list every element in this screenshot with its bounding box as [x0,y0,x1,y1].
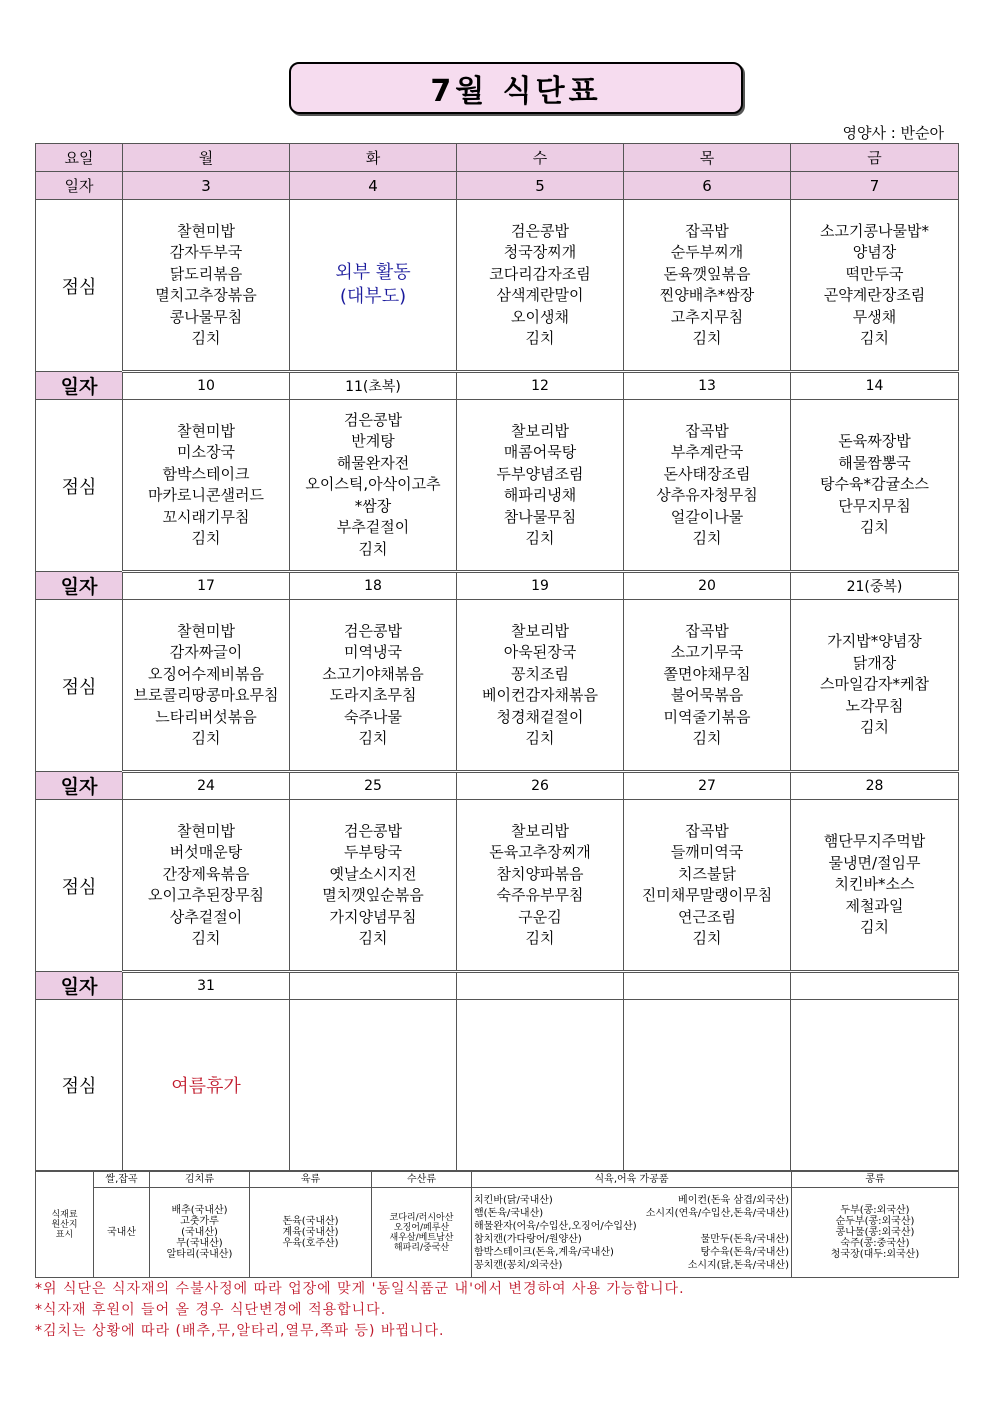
date-cell: 3 [123,172,290,200]
menu-item: 검은콩밥 [511,221,569,240]
note-line: *식자재 후원이 들어 올 경우 식단변경에 적용합니다. [35,1302,387,1318]
date-cell: 5 [457,172,624,200]
menu-item: 오이고추된장무침 [148,886,264,904]
menu-item: 김치 [692,529,722,547]
day-header: 화 [290,144,457,172]
menu-item: 얼갈이나물 [670,507,744,526]
date-cell [290,972,457,1000]
date-cell: 12 [457,372,624,400]
meal-cell [290,400,457,572]
menu-item: 참나물무침 [503,507,577,526]
origin-kimchi: 배추(국내산) 고춧가루 (국내산) 무(국내산) 알타리(국내산) [150,1188,250,1278]
day-header: 금 [791,144,959,172]
date-row-label: 일자 [36,772,123,800]
notes [35,1279,685,1342]
meal-label: 점심 [36,600,123,772]
date-cell [791,972,959,1000]
menu-item: 구운김 [518,907,562,926]
note-line: *위 식단은 식자재의 수불사정에 따라 업장에 맞게 '동일식품군 내'에서 변경하여 사용 가능합니다. [35,1281,685,1297]
origin-header-rice: 쌀,잡곡 [94,1172,150,1188]
menu-item: 연근조림 [678,907,736,926]
menu-table [35,143,959,1171]
date-cell: 4 [290,172,457,200]
menu-item: 콩나물무침 [169,307,243,326]
meal-cell [624,200,791,372]
menu-item: 김치 [860,518,889,537]
menu-item: 아욱된장국 [503,643,577,661]
date-cell: 17 [123,572,290,600]
title-box [289,62,743,114]
meal-cell [123,600,290,772]
menu-item: *쌈장 [354,496,392,515]
menu-item: 김치 [358,929,388,947]
menu-item: 가지밥*양념장 [827,632,922,651]
meal-cell [457,400,624,572]
menu-item: 멸치고추장볶음 [155,286,257,304]
menu-item: 오이스틱,아삭이고추 [305,475,441,494]
origin-seafood: 코다리/러시아산 오징어/페루산 새우살/베트남산 해파리/중국산 [372,1188,472,1278]
menu-item: 불어묵볶음 [670,686,744,704]
menu-item: 미역냉국 [344,643,402,661]
menu-item: 미역줄기볶음 [663,707,751,726]
menu-item: 상추유자청무침 [656,486,758,504]
menu-item: 숙주나물 [344,707,402,726]
menu-item: 돈사태장조림 [663,464,751,483]
menu-item: 김치 [860,329,889,347]
menu-item: 김치 [525,329,555,347]
menu-item: 김치 [525,529,555,547]
menu-item: 브로콜리땅콩마요무침 [133,686,279,704]
menu-item: 해파리냉채 [503,486,577,504]
menu-item: 잡곡밥 [685,221,729,240]
date-cell: 20 [624,572,791,600]
day-header: 수 [457,144,624,172]
menu-item: 삼색계란말이 [496,286,584,304]
meal-cell [457,800,624,972]
menu-item: 양념장 [852,243,897,261]
date-row-label: 일자 [36,572,123,600]
menu-item: 김치 [358,539,388,558]
date-cell: 26 [457,772,624,800]
menu-item: 물냉면/절임무 [828,853,921,872]
menu-item: (대부도) [339,286,407,307]
menu-item: 버섯매운탕 [169,843,243,861]
menu-item: 도라지초무침 [329,686,417,704]
origin-label: 식재료 원산지 표시 [36,1172,94,1278]
menu-item: 해물짬뽕국 [838,453,911,472]
menu-item: 코다리감자조림 [489,264,591,283]
meal-cell [123,400,290,572]
meal-cell [624,600,791,772]
date-cell: 31 [123,972,290,1000]
nutritionist: 영양사 : 반순아 [842,124,944,142]
menu-item: 해물완자전 [336,453,410,472]
menu-item: 함박스테이크 [162,464,250,483]
meal-cell [123,1000,290,1171]
date-cell: 19 [457,572,624,600]
menu-item: 찰현미밥 [177,221,235,240]
origin-beans: 두부(콩:외국산) 순두부(콩:외국산) 콩나물(콩:외국산) 숙주(콩:중국산) 청국장(대두:외국산) [792,1188,959,1278]
day-header: 월 [123,144,290,172]
menu-item: 곤약계란장조림 [823,286,926,304]
meal-cell [123,200,290,372]
meal-cell [457,600,624,772]
date-header-label: 일자 [36,172,123,200]
menu-item: 베이컨감자채볶음 [482,686,598,704]
date-cell [457,972,624,1000]
meal-cell [624,800,791,972]
menu-item: 떡만두국 [845,264,904,283]
menu-item: 찰보리밥 [511,821,569,840]
origin-header-seafood: 수산류 [372,1172,472,1188]
date-cell: 6 [624,172,791,200]
menu-item: 김치 [525,729,555,747]
menu-item: 햄단무지주먹밥 [823,832,926,851]
menu-item: 김치 [191,329,221,347]
menu-item: 김치 [525,929,555,947]
origin-meat: 돈육(국내산) 계육(국내산) 우육(호주산) [250,1188,372,1278]
menu-item: 멸치깻잎순볶음 [322,886,424,904]
menu-item: 돈육짜장밥 [838,432,911,451]
origin-table [35,1171,959,1278]
menu-item: 단무지무침 [838,496,911,515]
meal-cell [290,1000,457,1171]
date-cell: 28 [791,772,959,800]
meal-cell [457,1000,624,1171]
meal-cell [624,1000,791,1171]
date-cell: 13 [624,372,791,400]
menu-item: 숙주유부무침 [496,886,584,904]
menu-item: 간장제육볶음 [162,864,250,883]
origin-header-meat: 육류 [250,1172,372,1188]
origin-header-processed: 식육,어육 가공품 [472,1172,792,1188]
origin-header-kimchi: 김치류 [150,1172,250,1188]
meal-cell [290,800,457,972]
menu-item: 청경채겉절이 [496,707,584,726]
meal-label: 점심 [36,200,123,372]
menu-item: 순두부찌개 [670,243,744,261]
menu-item: 오이생채 [511,307,569,326]
menu-item: 소고기야채볶음 [322,664,424,683]
meal-cell [791,200,959,372]
menu-item: 소고기콩나물밥* [820,221,929,240]
menu-item: 참치양파볶음 [496,864,584,883]
meal-label: 점심 [36,1000,123,1171]
date-row-label: 일자 [36,372,123,400]
date-cell: 27 [624,772,791,800]
menu-item: 노각무침 [845,696,904,715]
menu-item: 김치 [358,729,388,747]
menu-item: 마카로니콘샐러드 [148,486,264,504]
menu-item: 반계탕 [351,432,395,451]
origin-rice: 국내산 [94,1188,150,1278]
origin-processed: 치킨바(닭/국내산) 베이컨(돈육 삼겹/외국산) 햄(돈육/국내산) 소시지(연육/수입산,돈육/국내산) 해물완자(어육/수입산,오징어/수입산) 참치캔(가다랑어/원양산) 물만두(돈육/국내산) 함박스테이크(돈육,계육/국내산) 탕수육(돈육/국내산) 꽁치캔(꽁치/외국산) 소시지(닭,돈육/국내산) [472,1188,792,1278]
day-header-label: 요일 [36,144,123,172]
day-header: 목 [624,144,791,172]
meal-cell [624,400,791,572]
menu-item: 찰보리밥 [511,621,569,640]
menu-item: 두부양념조림 [496,464,584,483]
menu-item: 부추계란국 [670,443,744,461]
meal-cell [791,600,959,772]
menu-item: 김치 [692,729,722,747]
menu-item: 느타리버섯볶음 [155,707,257,726]
menu-item: 검은콩밥 [344,621,402,640]
menu-item: 여름휴가 [171,1076,241,1097]
note-line: *김치는 상황에 따라 (배추,무,알타리,열무,쪽파 등) 바뀝니다. [35,1323,445,1339]
menu-item: 무생채 [852,307,897,326]
menu-item: 두부탕국 [344,843,402,861]
menu-item: 가지양념무침 [329,907,417,926]
menu-item: 쫄면야채무침 [663,664,751,683]
menu-item: 찐양배추*쌈장 [659,286,755,304]
menu-item: 소고기무국 [670,643,744,661]
menu-item: 김치 [692,929,722,947]
origin-header-beans: 콩류 [792,1172,959,1188]
meal-cell [791,400,959,572]
date-cell: 24 [123,772,290,800]
date-cell: 14 [791,372,959,400]
menu-item: 고추지무침 [670,307,744,326]
menu-item: 진미채무말랭이무침 [641,886,773,904]
meal-label: 점심 [36,800,123,972]
meal-cell [457,200,624,372]
menu-item: 잡곡밥 [685,421,729,440]
menu-item: 부추겉절이 [336,518,410,537]
menu-item: 감자짜글이 [169,643,243,661]
meal-cell [791,1000,959,1171]
page-title: 7월 식단표 [430,74,602,109]
meal-label: 점심 [36,400,123,572]
menu-item: 닭도리볶음 [169,264,243,283]
menu-item: 김치 [860,718,889,737]
menu-item: 매콤어묵탕 [503,443,577,461]
menu-item: 찰현미밥 [177,821,235,840]
menu-item: 옛날소시지전 [329,864,417,883]
date-cell: 18 [290,572,457,600]
menu-item: 꼬시래기무침 [162,507,250,526]
date-cell [624,972,791,1000]
date-cell: 10 [123,372,290,400]
menu-item: 외부 활동 [335,262,411,283]
menu-item: 청국장찌개 [503,243,577,261]
date-cell: 25 [290,772,457,800]
menu-item: 제철과일 [845,896,904,915]
menu-item: 닭개장 [852,653,897,672]
date-cell: 7 [791,172,959,200]
menu-item: 검은콩밥 [344,821,402,840]
menu-item: 돈육고추장찌개 [489,843,591,861]
menu-item: 미소장국 [177,443,235,461]
menu-item: 찰보리밥 [511,421,569,440]
meal-cell [791,800,959,972]
meal-cell [123,800,290,972]
menu-item: 김치 [191,729,221,747]
menu-item: 검은콩밥 [344,410,402,429]
menu-item: 치즈불닭 [678,864,736,883]
menu-item: 찰현미밥 [177,621,235,640]
menu-item: 김치 [860,918,889,937]
date-cell: 11(초복) [290,372,457,400]
menu-item: 들깨미역국 [670,843,744,861]
menu-item: 돈육깻잎볶음 [663,264,751,283]
menu-item: 잡곡밥 [685,621,729,640]
menu-item: 스마일감자*케찹 [820,675,929,694]
menu-item: 김치 [191,529,221,547]
menu-item: 치킨바*소스 [834,875,915,894]
date-cell: 21(중복) [791,572,959,600]
meal-cell [290,600,457,772]
meal-cell [290,200,457,372]
menu-item: 오징어수제비볶음 [148,664,264,683]
menu-item: 찰현미밥 [177,421,235,440]
menu-item: 감자두부국 [169,243,243,261]
menu-item: 꽁치조림 [511,664,569,683]
date-row-label: 일자 [36,972,123,1000]
menu-item: 잡곡밥 [685,821,729,840]
menu-item: 상추겉절이 [169,907,243,926]
menu-item: 탕수육*감귤소스 [820,475,929,494]
menu-item: 김치 [191,929,221,947]
menu-item: 김치 [692,329,722,347]
